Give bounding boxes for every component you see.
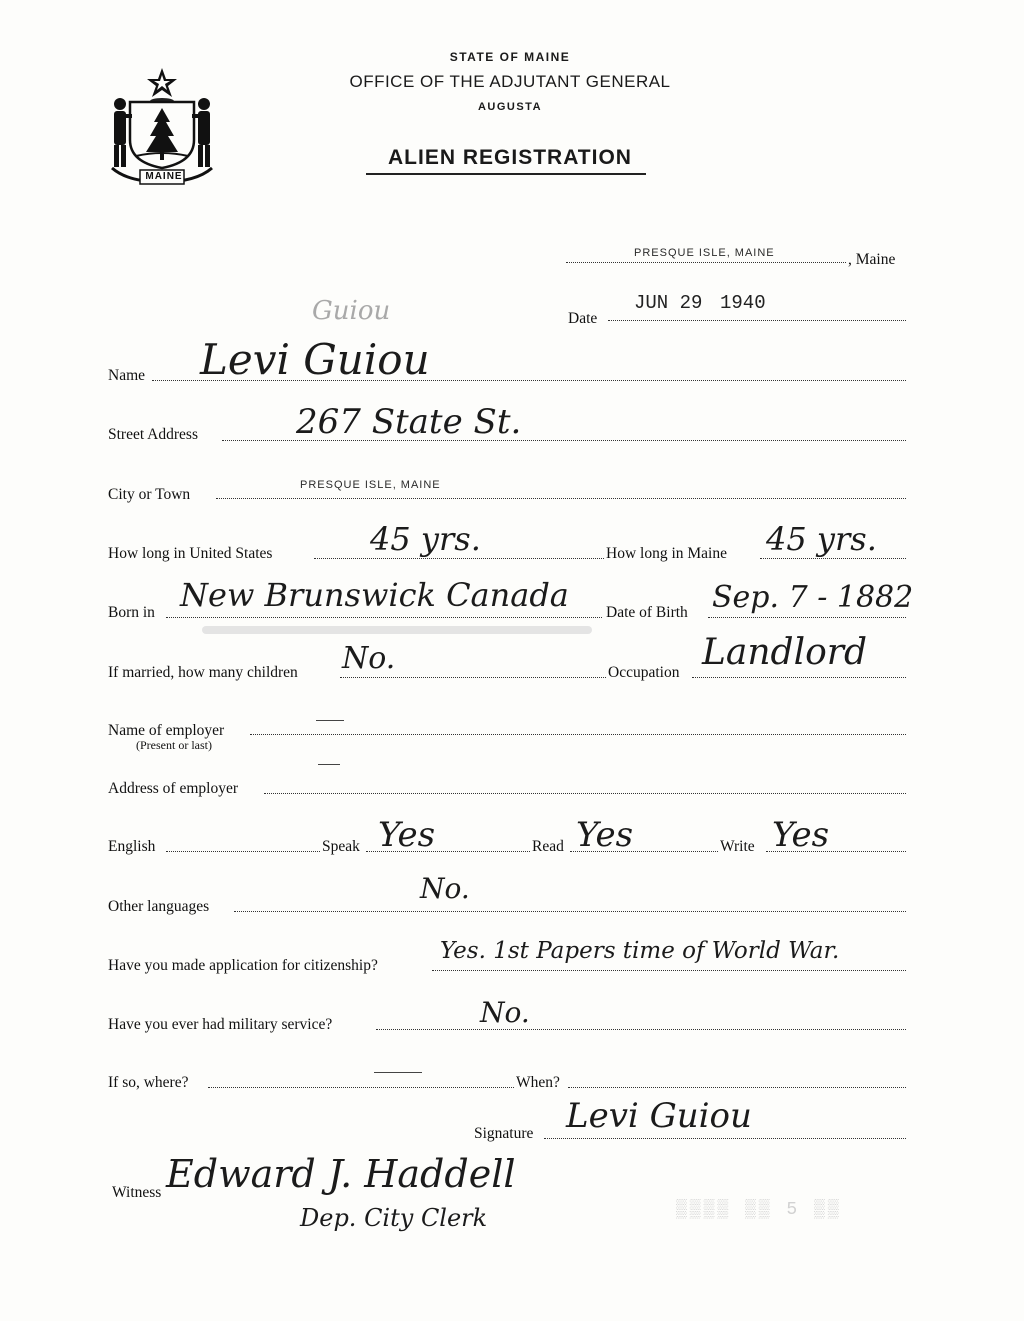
employer-name-label: Name of employer [108, 722, 225, 739]
where-label: If so, where? [108, 1074, 189, 1091]
faded-stamp: ▒▒▒▒ ▒▒ 5 ▒▒ [676, 1200, 842, 1220]
when-line [568, 1087, 906, 1088]
witness-label: Witness [112, 1184, 162, 1201]
military-line [376, 1029, 906, 1030]
witness-title: Dep. City Clerk [300, 1204, 488, 1232]
smudge [202, 626, 592, 634]
name-value: Levi Guiou [200, 335, 430, 384]
title-underline [366, 173, 646, 175]
read-label: Read [532, 838, 564, 855]
employer-name-dash [316, 720, 344, 721]
occupation-line [692, 677, 906, 678]
citizenship-value: Yes. 1st Papers time of World War. [440, 938, 840, 964]
how-long-maine-value: 45 yrs. [766, 520, 877, 558]
how-long-maine-label: How long in Maine [606, 545, 727, 562]
maine-state-seal-icon [106, 64, 218, 188]
place-line [566, 262, 846, 263]
street-address-value: 267 State St. [296, 402, 522, 442]
name-label: Name [108, 367, 146, 384]
military-label: Have you ever had military service? [108, 1016, 333, 1033]
when-label: When? [516, 1074, 560, 1091]
employer-address-label: Address of employer [108, 780, 238, 797]
occupation-label: Occupation [608, 664, 680, 681]
header-city: AUGUSTA [477, 101, 543, 113]
other-languages-label: Other languages [108, 898, 210, 915]
date-stamp-year: 1940 [720, 292, 766, 314]
signature-value: Levi Guiou [566, 1096, 752, 1136]
seal-motto: MAINE [145, 171, 183, 182]
city-line [216, 498, 906, 499]
how-long-us-label: How long in United States [108, 545, 273, 562]
date-line [608, 320, 906, 321]
write-label: Write [720, 838, 755, 855]
header-state: STATE OF MAINE [449, 50, 571, 64]
header-office: OFFICE OF THE ADJUTANT GENERAL [349, 72, 671, 91]
date-label: Date [568, 310, 598, 327]
read-value: Yes [576, 815, 634, 855]
city-label: City or Town [108, 486, 191, 503]
employer-name-line [250, 734, 906, 735]
write-value: Yes [772, 815, 830, 855]
children-line [340, 677, 606, 678]
other-languages-value: No. [420, 872, 470, 905]
street-address-label: Street Address [108, 426, 198, 443]
born-in-value: New Brunswick Canada [180, 576, 569, 614]
military-value: No. [480, 996, 530, 1029]
born-in-line [166, 617, 602, 618]
children-value: No. [342, 641, 396, 676]
speak-label: Speak [322, 838, 360, 855]
place-stamp: PRESQUE ISLE, MAINE [634, 247, 775, 259]
where-dash [374, 1072, 422, 1073]
citizenship-line [432, 970, 906, 971]
english-line [166, 851, 320, 852]
employer-address-dash [318, 764, 340, 765]
english-label: English [108, 838, 156, 855]
form-title: ALIEN REGISTRATION [388, 146, 632, 169]
place-suffix: , Maine [848, 251, 896, 268]
employer-address-line [264, 793, 906, 794]
how-long-maine-line [760, 558, 906, 559]
how-long-us-value: 45 yrs. [370, 520, 481, 558]
signature-label: Signature [474, 1125, 534, 1142]
signature-line [544, 1138, 906, 1139]
date-of-birth-label: Date of Birth [606, 604, 688, 621]
date-stamp-day: JUN 29 [634, 292, 703, 314]
witness-value: Edward J. Haddell [166, 1152, 516, 1196]
other-languages-line [234, 911, 906, 912]
children-label: If married, how many children [108, 664, 298, 681]
date-of-birth-line [708, 617, 906, 618]
where-line [208, 1087, 514, 1088]
occupation-value: Landlord [702, 632, 868, 673]
surname-note: Guiou [312, 296, 391, 326]
city-stamp: PRESQUE ISLE, MAINE [300, 479, 441, 491]
citizenship-label: Have you made application for citizenship? [108, 957, 378, 974]
speak-value: Yes [378, 815, 436, 855]
how-long-us-line [314, 558, 604, 559]
date-of-birth-value: Sep. 7 - 1882 [712, 580, 914, 615]
employer-name-sublabel: (Present or last) [136, 738, 212, 752]
born-in-label: Born in [108, 604, 155, 621]
